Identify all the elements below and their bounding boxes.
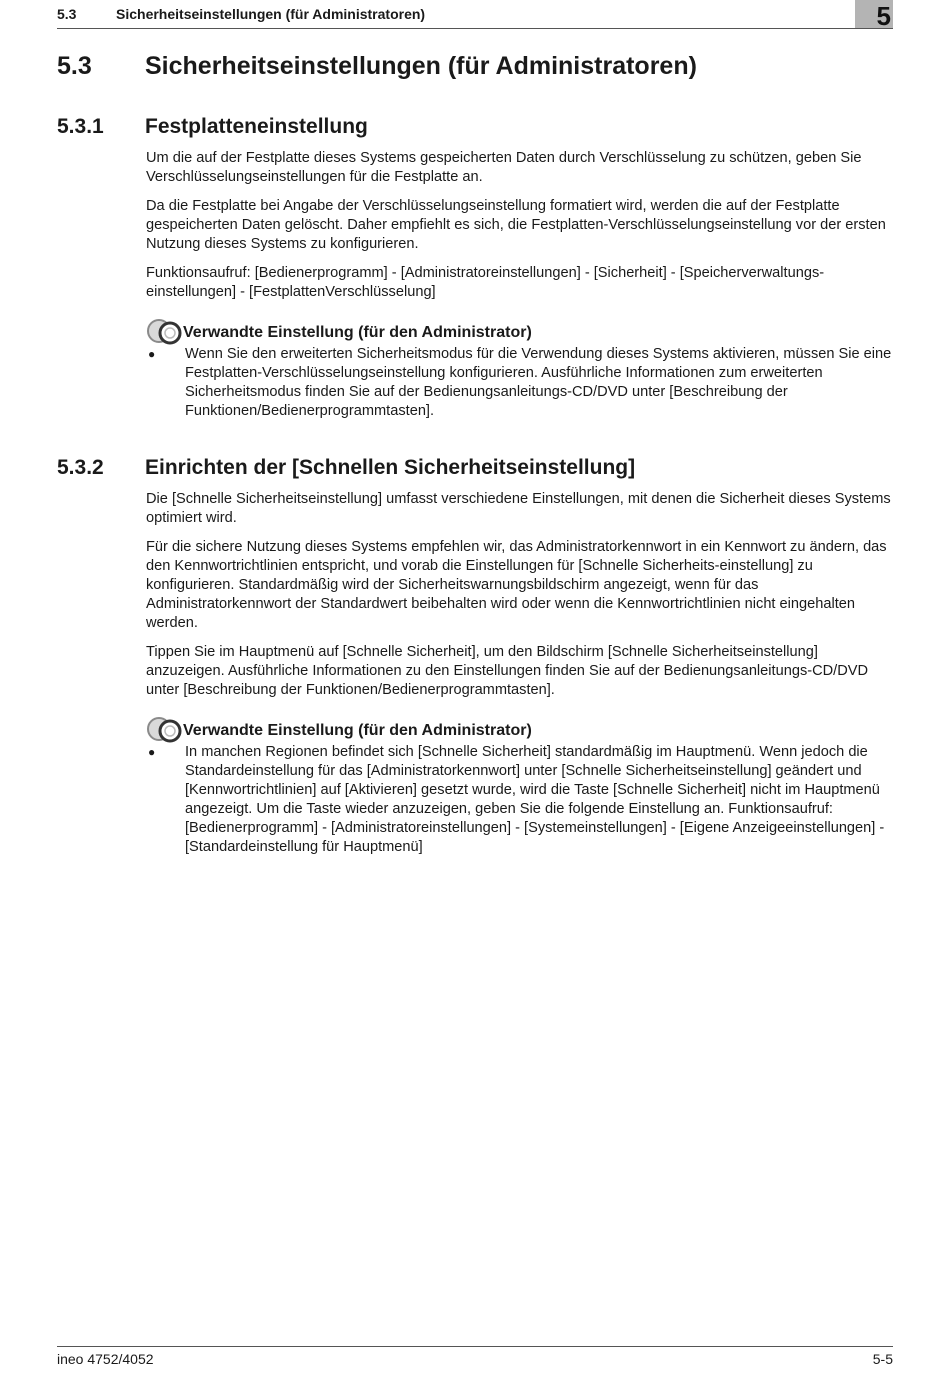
related-setting-title: Verwandte Einstellung (für den Administrator) xyxy=(183,324,532,341)
paragraph: Da die Festplatte bei Angabe der Verschlüsselungseinstellung formatiert wird, werden die auf der Festplatte gespeicherten Daten gelöscht. Daher empfiehlt es sich, die Festplatten-Verschlüsselungseinstellung vor der ersten Nutzung dieses Systems zu konfigurieren. xyxy=(146,198,886,252)
page-title-text: Sicherheitseinstellungen (für Administratoren) xyxy=(145,52,697,80)
running-header xyxy=(57,0,893,30)
running-header-section-title: Sicherheitseinstellungen (für Administratoren) xyxy=(116,6,426,22)
page-title-number: 5.3 xyxy=(57,52,92,80)
footer-product: ineo 4752/4052 xyxy=(57,1351,154,1367)
footer-rule xyxy=(57,1346,893,1347)
section-title: Einrichten der [Schnellen Sicherheitseinstellung] xyxy=(145,456,636,479)
running-header-section-number: 5.3 xyxy=(57,6,77,22)
chapter-tab xyxy=(855,0,893,31)
section-number: 5.3.1 xyxy=(57,115,104,138)
related-setting-icon xyxy=(146,318,182,346)
paragraph: Funktionsaufruf: [Bedienerprogramm] - [Administratoreinstellungen] - [Sicherheit] - [Speicherverwaltungs-einstellungen] - [FestplattenVerschlüsselung] xyxy=(146,265,825,300)
paragraph: Die [Schnelle Sicherheitseinstellung] umfasst verschiedene Einstellungen, mit denen die Sicherheit dieses Systems optimiert wird. xyxy=(146,491,891,526)
related-setting-icon xyxy=(146,716,182,744)
bullet-icon: ● xyxy=(148,745,156,759)
paragraph: Tippen Sie im Hauptmenü auf [Schnelle Sicherheit], um den Bildschirm [Schnelle Sicherheitseinstellung] anzuzeigen. Ausführliche Informationen zu den Einstellungen finden Sie auf der Bedienungsanleitungs-CD/DVD unter [Beschreibung der Funktionen/Bedienerprogrammtasten]. xyxy=(146,644,869,698)
paragraph: Für die sichere Nutzung dieses Systems empfehlen wir, das Administratorkennwort in ein Kennwort zu ändern, das den Kennwortrichtlinien entspricht, und vorab die Einstellungen für [Schnelle Sicherheits-einstellung] zu konfigurieren. Standardmäßig wird der Sicherheitswarnungsbildschirm angezeigt, wenn für das Administratorkennwort der Standardwert beibehalten wird oder wenn die Kennwortrichtlinien nicht eingehalten werden. xyxy=(146,539,887,631)
bullet-icon: ● xyxy=(148,347,156,361)
related-setting-title: Verwandte Einstellung (für den Administrator) xyxy=(183,722,532,739)
footer-page-number: 5-5 xyxy=(872,1351,893,1367)
chapter-number: 5 xyxy=(876,1,891,31)
header-rule xyxy=(57,28,893,29)
bullet-item: In manchen Regionen befindet sich [Schnelle Sicherheit] standardmäßig im Hauptmenü. Wenn jedoch die Standardeinstellung für das [Administratorkennwort] unter [Schnelle Sicherheitseinstellung] geändert und [Kennwortrichtlinien] auf [Aktivieren] gesetzt wurde, wird die Taste [Schnelle Sicherheit] nicht im Hauptmenü angezeigt. Um die Taste wieder anzuzeigen, geben Sie die folgende Einstellung an. Funktionsaufruf: [Bedienerprogramm] - [Administratoreinstellungen] - [Systemeinstellungen] - [Eigene Anzeigeeinstellungen] - [Standardeinstellung für Hauptmenü] xyxy=(185,744,885,855)
section-number: 5.3.2 xyxy=(57,456,104,479)
paragraph: Um die auf der Festplatte dieses Systems gespeicherten Daten durch Verschlüsselung zu schützen, geben Sie Verschlüsselungseinstellungen für die Festplatte an. xyxy=(146,150,862,185)
section-title: Festplatteneinstellung xyxy=(145,115,368,138)
bullet-item: Wenn Sie den erweiterten Sicherheitsmodus für die Verwendung dieses Systems aktivieren, müssen Sie eine Festplatten-Verschlüsselungseinstellung konfigurieren. Ausführliche Informationen zum erweiterten Sicherheitsmodus finden Sie auf der Bedienungsanleitungs-CD/DVD unter [Beschreibung der Funktionen/Bedienerprogrammtasten]. xyxy=(185,346,892,419)
